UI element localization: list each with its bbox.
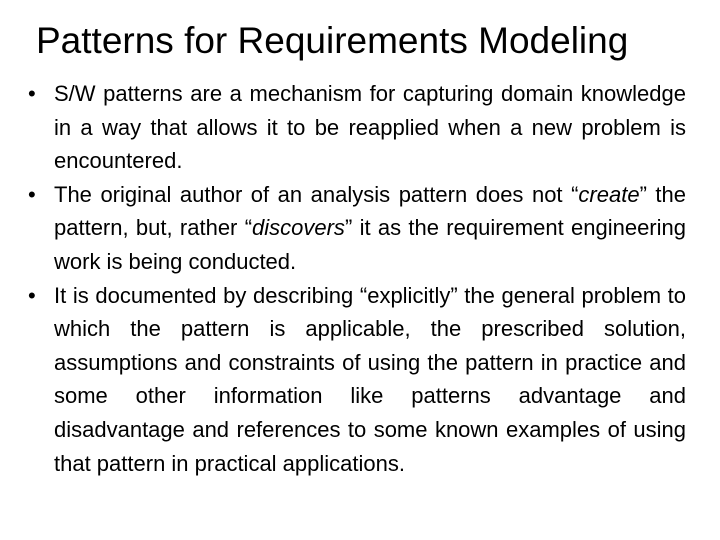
bullet-text-segment: S/W patterns are a mechanism for capturing domain knowledge in a way that allows it to be reapplied when a new problem is encountered.	[54, 81, 686, 174]
bullet-text-segment: ” the pattern, but, rather “	[54, 181, 687, 241]
bullet-text-segment: The original author of an analysis pattern does not “	[54, 181, 579, 207]
bullet-icon: •	[28, 81, 36, 106]
bullet-icon: •	[28, 282, 36, 308]
bullet-list	[28, 77, 687, 480]
bullet-text-segment: ” it as the requirement engineering work is being conducted.	[54, 215, 686, 274]
bullet-icon: •	[28, 181, 36, 207]
bullet-text-segment: It is documented by describing “explicitly” the general problem to which the pattern is applicable, the prescribed solution, assumptions and constraints of using the pattern in practice and some other information like patterns advantage and disadvantage and references to some known examples of using that pattern in practical applications.	[54, 282, 686, 476]
slide-title: Patterns for Requirements Modeling	[36, 20, 629, 61]
bullet-text-italic: create	[578, 181, 640, 207]
bullet-text-italic: discovers	[252, 215, 345, 241]
bullet-item	[28, 77, 686, 178]
bullet-item	[28, 178, 687, 279]
bullet-item	[28, 279, 686, 481]
